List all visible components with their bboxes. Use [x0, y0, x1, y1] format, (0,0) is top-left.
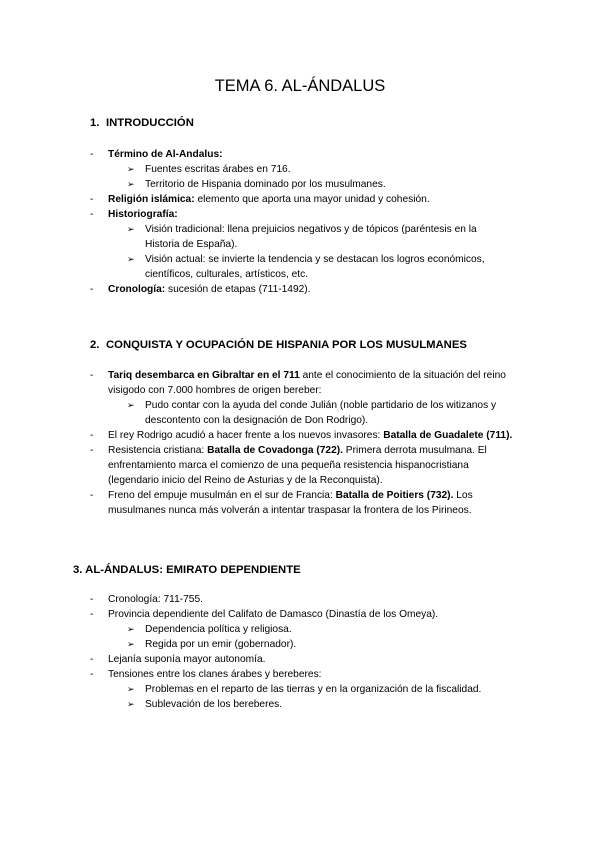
arrow-bullet-icon: ➢: [127, 224, 135, 234]
section-heading-conquista: [90, 338, 467, 352]
arrow-bullet-icon: ➢: [127, 254, 135, 264]
section-list-introduccion: [0, 147, 600, 297]
sub-list-item: ➢ Regida por un emir (gobernador).: [127, 639, 297, 650]
arrow-bullet-icon: ➢: [127, 699, 135, 709]
arrow-bullet-icon: ➢: [127, 400, 135, 410]
list-item: - Historiografía:: [90, 209, 178, 220]
section-heading-emirato: [73, 563, 301, 577]
section-title: AL-ÁNDALUS: EMIRATO DEPENDIENTE: [85, 564, 301, 576]
list-item: - Término de Al-Andalus:: [90, 149, 223, 160]
list-item: - Lejanía suponía mayor autonomía.: [90, 654, 266, 665]
list-item: - Freno del empuje musulmán en el sur de Francia: Batalla de Poitiers (732). Los musulmanes nunca más volverán a intentar traspasar la frontera de los Pirineos.: [90, 490, 473, 516]
arrow-bullet-icon: ➢: [127, 639, 135, 649]
list-item: - Cronología: sucesión de etapas (711-1492).: [90, 284, 311, 295]
arrow-bullet-icon: ➢: [127, 684, 135, 694]
arrow-bullet-icon: ➢: [127, 164, 135, 174]
list-item: - Tensiones entre los clanes árabes y bereberes:: [90, 669, 322, 680]
section-title: INTRODUCCIÓN: [106, 117, 194, 129]
sub-list-item: ➢ Pudo contar con la ayuda del conde Julián (noble partidario de los witizanos y descontento con la designación de Don Rodrigo).: [127, 400, 497, 426]
sub-list-item: ➢ Visión tradicional: llena prejuicios negativos y de tópicos (paréntesis en la Historia de España).: [127, 224, 477, 250]
sub-list-item: ➢ Dependencia política y religiosa.: [127, 624, 292, 635]
list-item: - El rey Rodrigo acudió a hacer frente a los nuevos invasores: Batalla de Guadalete (711).: [90, 430, 513, 441]
list-item: - Cronología: 711-755.: [90, 594, 203, 605]
list-item: - Provincia dependiente del Califato de Damasco (Dinastía de los Omeya).: [90, 609, 439, 620]
section-list-conquista: [0, 368, 600, 518]
sub-list-item: ➢ Sublevación de los bereberes.: [127, 699, 283, 710]
arrow-bullet-icon: ➢: [127, 179, 135, 189]
sub-list-item: ➢ Visión actual: se invierte la tendencia y se destacan los logros económicos, científicos, culturales, artísticos, etc.: [127, 254, 485, 280]
arrow-bullet-icon: ➢: [127, 624, 135, 634]
section-number: 1.: [90, 117, 100, 129]
section-number: 3.: [73, 564, 83, 576]
sub-list-item: ➢ Territorio de Hispania dominado por los musulmanes.: [127, 179, 386, 190]
section-list-emirato: [0, 592, 600, 712]
section-number: 2.: [90, 339, 100, 351]
section-heading-introduccion: [90, 116, 194, 130]
sub-list-item: ➢ Problemas en el reparto de las tierras y en la organización de la fiscalidad.: [127, 684, 482, 695]
section-title: CONQUISTA Y OCUPACIÓN DE HISPANIA POR LOS MUSULMANES: [106, 339, 467, 351]
list-item: - Religión islámica: elemento que aporta una mayor unidad y cohesión.: [90, 194, 430, 205]
list-item: - Resistencia cristiana: Batalla de Covadonga (722). Primera derrota musulmana. El enfrentamiento marca el comienzo de una pequeña resistencia hispanocristiana (legendario inicio del Reino de Asturias y de la Reconquista).: [90, 445, 487, 486]
sub-list-item: ➢ Fuentes escritas árabes en 716.: [127, 164, 291, 175]
document-title: TEMA 6. AL-ÁNDALUS: [214, 77, 386, 95]
list-item: - Tariq desembarca en Gibraltar en el 711 ante el conocimiento de la situación del reino visigodo con 7.000 hombres de origen bereber:: [90, 370, 506, 396]
